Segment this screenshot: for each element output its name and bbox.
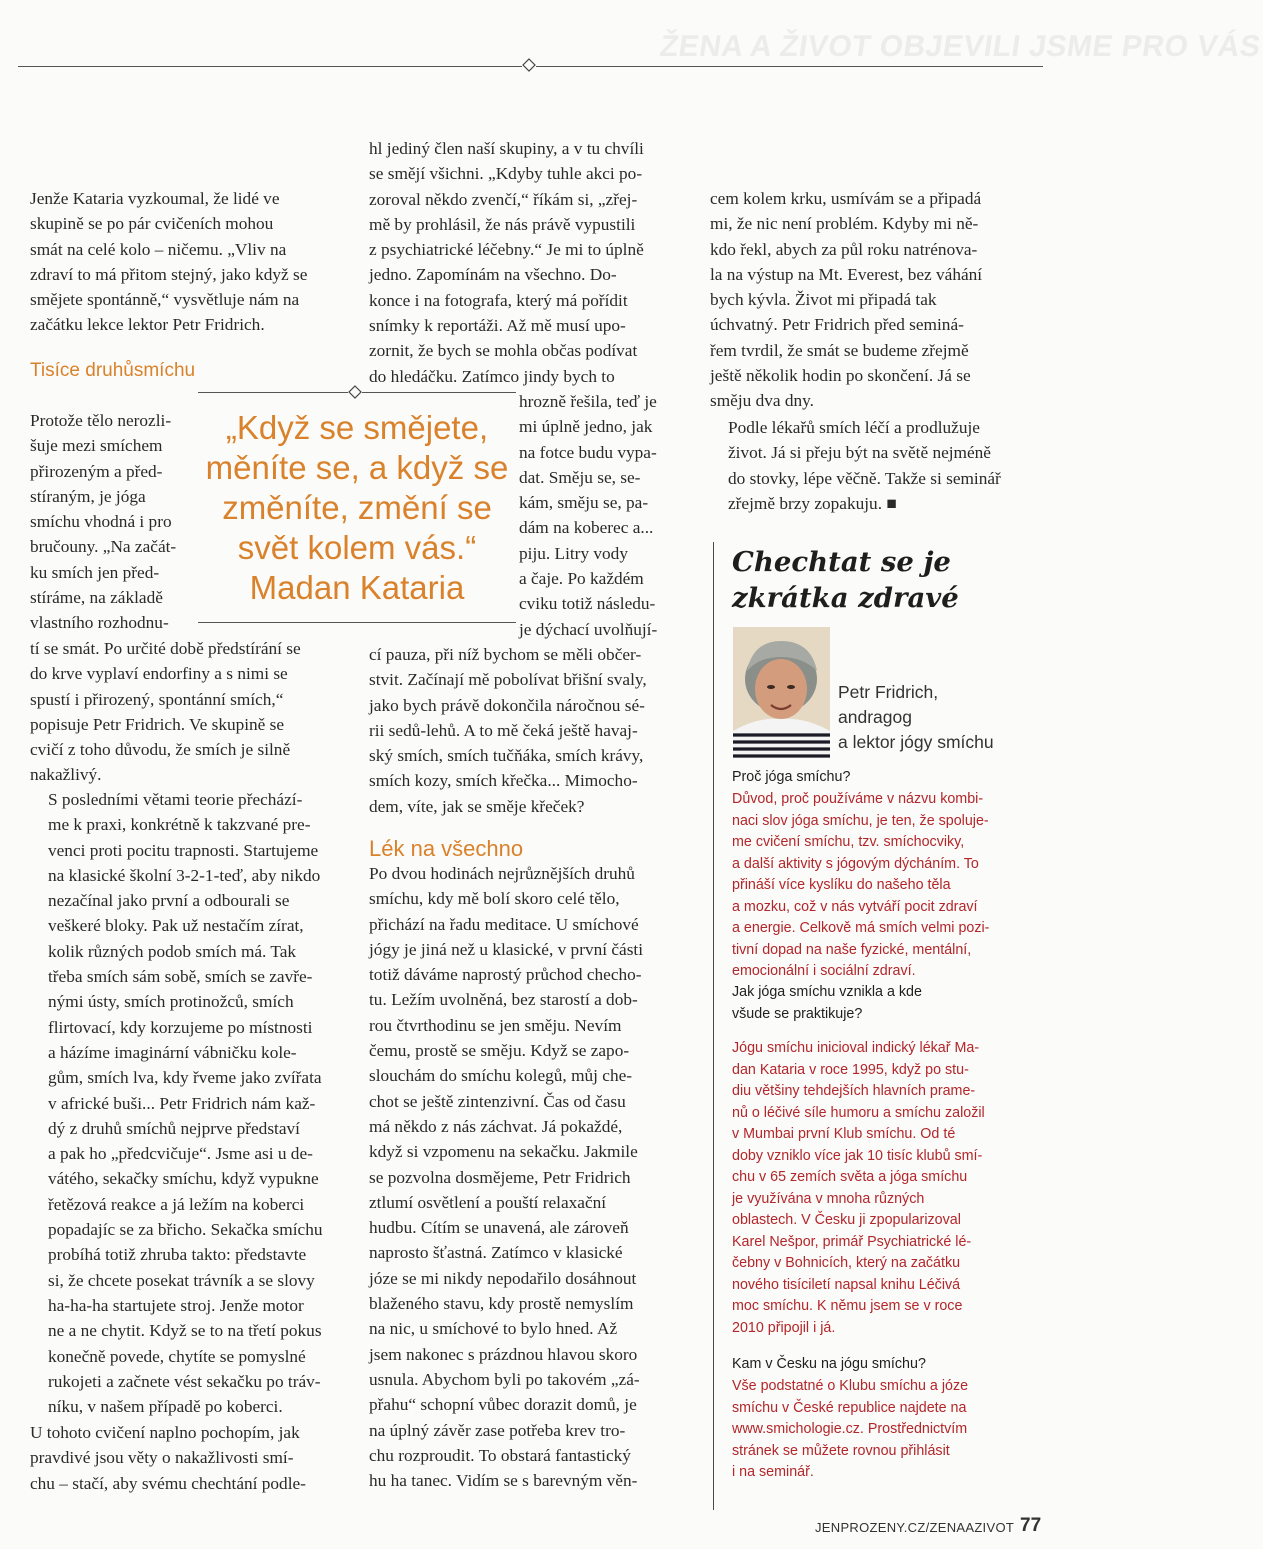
pull-quote-text (198, 408, 516, 608)
text-line: pravdivé jsou věty o nakažlivosti smí- (30, 1448, 294, 1468)
col2-wide-text (369, 642, 689, 819)
text-line: přináší více kyslíku do našeho těla (732, 877, 951, 893)
text-line: rii sedů-lehů. A to mě čeká ještě havaj- (369, 720, 638, 740)
text-line: Karel Nešpor, primář Psychiatrické lé- (732, 1233, 972, 1250)
text-line: na klasické školní 3-2-1-teď, aby nikdo (48, 865, 321, 885)
text-line: diu většiny tehdejších hlavních prame- (732, 1083, 976, 1099)
text-line: mi, že nic není problém. Kdyby mi ně- (710, 214, 979, 234)
text-line: čemu, prostě se směju. Když se zapo- (369, 1041, 630, 1061)
sidebar-question-3: Kam v Česku na jógu smíchu? (732, 1356, 926, 1372)
text-line: hudbu. Cítím se unavená, ale zároveň (369, 1218, 629, 1238)
text-line: nakažlivý. (30, 765, 102, 785)
footer-url: JENPROZENY.CZ/ZENAAZIVOT (815, 1520, 1015, 1535)
text-line: Madan Kataria (249, 569, 465, 606)
text-line: rou čtvrthodinu se jen směju. Nevím (369, 1015, 622, 1035)
pull-quote-bottom-rule (198, 622, 516, 623)
text-line: ku smích jen před- (30, 562, 160, 582)
col3-paragraph-2 (710, 415, 1040, 516)
text-line: smích kozy, smích křečka... Mimocho- (369, 771, 638, 791)
text-line: flirtovací, kdy korzujeme po místnosti (48, 1017, 313, 1037)
text-line: kám, směju se, pa- (519, 493, 649, 513)
text-line: gům, smích lva, kdy řveme jako zvířata (48, 1068, 322, 1088)
text-line: zornit, že bych se mohla občas podívat (369, 341, 638, 361)
text-line: rukojeti a začnete vést sekačku po tráv- (48, 1371, 321, 1391)
text-line: www.smichologie.cz. Prostřednictvím (732, 1421, 968, 1437)
text-line: me cvičení smíchu, tzv. smíchocviky, (732, 834, 965, 850)
text-line: veškeré bloky. Pak už nestačím zírat, (48, 916, 304, 936)
text-line: konce i na fotografa, který má pořídit (369, 290, 628, 310)
text-line: níku, v našem případě po koberci. (48, 1397, 283, 1417)
text-line: vlastního rozhodnu- (30, 613, 169, 633)
col3-paragraph-1 (710, 186, 1040, 414)
text-line: stránek se můžete rovnou přihlásit (732, 1442, 950, 1459)
text-line: bych kývla. Život mi připadá tak (710, 290, 937, 310)
section-header: ŽENA A ŽIVOT OBJEVILI JSME PRO VÁS (657, 30, 1263, 63)
text-line: a další aktivity s jógovým dýcháním. To (732, 855, 979, 872)
text-line: zřejmě brzy zopakuju. ■ (728, 493, 897, 513)
text-line: kdo řekl, abych za půl roku natrénova- (710, 239, 978, 259)
text-line: chu rozproudit. To obstará fantastický (369, 1445, 631, 1465)
text-line: i na seminář. (732, 1464, 814, 1480)
text-line: stíráme, na základě (30, 588, 163, 608)
text-line: do hledáčku. Zatímco jindy bych to (369, 366, 615, 386)
subhead-lek-na-vsechno: Lék na všechno (369, 836, 524, 861)
text-line: popadajíc se za břicho. Sekačka smíchu (48, 1220, 323, 1240)
text-line: Protože tělo nerozli- (30, 411, 172, 430)
text-line: zkrátka zdravé (732, 582, 959, 614)
text-line: a energie. Celkově má smích velmi pozi- (732, 920, 990, 936)
portrait-photo (733, 627, 830, 757)
col1-intro (30, 186, 345, 338)
text-line: S posledními větami teorie přechází- (48, 790, 303, 809)
text-line: zoroval někdo zvenčí,“ říkám si, „zřej- (369, 189, 638, 209)
text-line: stíraným, je jóga (30, 486, 146, 506)
text-line: totiž dáváme naprostý průchod checho- (369, 965, 642, 985)
text-line: dám na koberec a... (519, 518, 654, 538)
text-line: Jenže Kataria vyzkoumal, že lidé ve (30, 189, 280, 208)
text-line: chu v 65 zemích světa a jóga smíchu (732, 1169, 968, 1185)
pull-quote-ornament-icon (348, 385, 362, 399)
text-line: nového tisíciletí napsal knihu Léčivá (732, 1276, 961, 1293)
text-line: do krve vyplaví endorfiny a s nimi se (30, 664, 288, 684)
text-line: a mozku, což v nás vytváří pocit zdraví (732, 898, 978, 915)
text-line: měníte se, a když se (205, 449, 509, 486)
text-line: nými ústy, smích protinožců, smích (48, 992, 294, 1012)
text-line: bručouny. „Na začát- (30, 537, 177, 557)
col1-paragraph-3 (30, 1420, 345, 1496)
text-line: přirozeným a před- (30, 461, 163, 481)
text-line: a lektor jógy smíchu (838, 732, 994, 752)
text-line: Podle lékařů smích léčí a prodlužuje (728, 418, 980, 437)
text-line: a házíme imaginární vábničku kole- (48, 1042, 297, 1062)
text-line: stvit. Začínají mě pobolívat břišní svaly, (369, 670, 647, 690)
text-line: andragog (838, 707, 912, 727)
text-line: z psychiatrické léčebny.“ Je mi to úplně (369, 240, 644, 260)
text-line: řetězová reakce a já ležím na koberci (48, 1194, 305, 1214)
text-line: a čaje. Po každém (519, 569, 644, 589)
text-line: jedno. Zapomínám na všechno. Do- (369, 265, 617, 285)
text-line: skupině se po pár cvičeních mohou (30, 214, 274, 234)
col1-paragraph-2 (30, 787, 345, 1419)
text-line: probíhá totiž zhruba takto: představte (48, 1245, 307, 1265)
text-line: moc smíchu. K němu jsem se v roce (732, 1298, 963, 1314)
text-line: smíchu, kdy mě bolí skoro celé tělo, (369, 889, 620, 909)
text-line: Jak jóga smíchu vznikla a kde (732, 984, 922, 1000)
text-line: blaženého stavu, kdy prostě nemyslím (369, 1294, 634, 1314)
text-line: Petr Fridrich, (838, 682, 939, 702)
text-line: ha-ha-ha startujete stroj. Jenže motor (48, 1295, 304, 1315)
text-line: všude se praktikuje? (732, 1005, 863, 1022)
rule-ornament-icon (522, 58, 536, 72)
text-line: naprosto šťastná. Zatímco v klasické (369, 1243, 623, 1263)
text-line: a pak ho „předcvičuje“. Jsme asi u de- (48, 1144, 313, 1164)
text-line: život. Já si přeju být na světě nejméně (728, 443, 991, 463)
text-line: tí se smát. Po určité době předstírání se (30, 639, 301, 658)
text-line: dat. Směju se, se- (519, 467, 641, 487)
sidebar-question-1: Proč jóga smíchu? (732, 769, 851, 785)
text-line: svět kolem vás.“ (237, 529, 477, 566)
text-line: smíchu vhodná i pro (30, 512, 172, 532)
text-line: kolik různých podob smích má. Tak (48, 941, 297, 961)
text-line: v Mumbai první Klub smíchu. Od té (732, 1126, 956, 1142)
sidebar-title (732, 544, 1032, 616)
sidebar-answer-2 (732, 1038, 985, 1339)
text-line: jsem nakonec s prázdnou hlavou skoro (369, 1344, 638, 1364)
text-line: me k praxi, konkrétně k takzvané pre- (48, 815, 311, 835)
text-line: třeba smích sám sobě, smích se zavře- (48, 967, 313, 987)
text-line: chot se ještě zintenzivní. Čas od času (369, 1091, 626, 1111)
text-line: snímky k reportáži. Až mě musí upo- (369, 316, 626, 336)
text-line: 2010 připojil i já. (732, 1319, 836, 1336)
text-line: popisuje Petr Fridrich. Ve skupině se (30, 714, 285, 734)
text-line: jako bych právě dokončila náročnou sé- (369, 695, 645, 715)
text-line: jógy je jiná než u klasické, v první části (369, 939, 644, 959)
text-line: smějete spontánně,“ vysvětluje nám na (30, 290, 300, 310)
text-line: smát na celé kolo – ničemu. „Vliv na (30, 239, 287, 259)
text-line: tivní dopad na naše fyzické, mentální, (732, 941, 972, 958)
text-line: Tisíce druhů (30, 360, 134, 381)
text-line: zdraví to má přitom stejný, jako když se (30, 264, 308, 284)
text-line: dem, víte, jak se směje křeček? (369, 796, 585, 816)
col2-top-text (369, 136, 689, 389)
text-line: oblastech. V Česku ji zpopularizoval (732, 1212, 961, 1228)
text-line: U tohoto cvičení naplno pochopím, jak (30, 1423, 300, 1442)
sidebar-person-byline (838, 680, 1038, 755)
text-line: „Když se smějete, (225, 409, 489, 446)
text-line: na nic, u smíchové to bylo hned. Až (369, 1319, 618, 1339)
text-line: změníte, změní se (222, 489, 492, 526)
text-line: je využívána v mnoha různých (732, 1190, 925, 1207)
text-line: je dýchací uvolňují- (519, 619, 658, 639)
page-number: 77 (1020, 1515, 1042, 1536)
text-line: piju. Litry vody (519, 543, 628, 563)
text-line: nů o léčivé síle humoru a smíchu založil (732, 1104, 985, 1121)
text-line: smíchu v České republice najdete na (732, 1399, 967, 1416)
text-line: na fotce budu vypa- (519, 442, 657, 462)
text-line: venci proti pocitu trapnosti. Startujeme (48, 840, 319, 860)
text-line: když si vzpomenu na sekačku. Jakmile (369, 1142, 638, 1162)
text-line: Vše podstatné o Klubu smíchu a józe (732, 1378, 969, 1394)
text-line: cviku totiž následu- (519, 594, 656, 614)
text-line: směju dva dny. (710, 391, 814, 411)
text-line: chu – stačí, aby svému chechtání podle- (30, 1473, 306, 1493)
sidebar-answer-1 (732, 789, 989, 983)
text-line: tu. Ležím uvolněná, bez starostí a dob- (369, 990, 638, 1010)
text-line: na úplný závěr zase potřeba krev tro- (369, 1420, 626, 1440)
text-line: přahu“ schopní vůbec dorazit domů, je (369, 1395, 637, 1415)
text-line: úchvatný. Petr Fridrich před seminá- (710, 315, 964, 335)
text-line: ztlumí osvětlení a pouští relaxační (369, 1192, 607, 1212)
col1-narrow-text (30, 408, 200, 636)
text-line: cvičí z toho důvodu, že smích je silně (30, 740, 291, 760)
text-line: přichází na řadu meditace. U smíchové (369, 914, 639, 934)
text-line: doby vzniklo více jak 10 tisíc klubů smí- (732, 1147, 983, 1164)
text-line: mě by prohlásil, že nás právě vypustili (369, 214, 636, 234)
text-line: usnula. Abychom byli po takovém „zá- (369, 1369, 640, 1389)
text-line: spustí i přirozený, spontánní smích,“ (30, 689, 284, 709)
text-line: má někdo z nás záchvat. Já pokaždé, (369, 1116, 623, 1136)
text-line: la na výstup na Mt. Everest, bez váhání (710, 264, 983, 284)
text-line: se pozvolna dosmějeme, Petr Fridrich (369, 1167, 631, 1187)
text-line: emocionální i sociální zdraví. (732, 963, 916, 979)
text-line: ještě několik hodin po skončení. Já se (710, 366, 971, 386)
text-line: slouchám do smíchu kolegů, můj che- (369, 1066, 633, 1086)
col2-narrow-text (519, 389, 689, 642)
text-line: v africké buši... Petr Fridrich nám kaž- (48, 1093, 316, 1113)
text-line: ne a ne chytit. Když se to na třetí pokus (48, 1321, 322, 1341)
text-line: dý z druhů smíchů nejprve představí (48, 1118, 300, 1138)
text-line: šuje mezi smíchem (30, 436, 163, 456)
col2-paragraph (369, 861, 689, 1493)
text-line: cem kolem krku, usmívám se a připadá (710, 189, 982, 208)
text-line: Chechtat se je (732, 546, 951, 578)
text-line: ský smích, smích tučňáka, smích krávy, (369, 746, 644, 766)
text-line: začátku lekce lektor Petr Fridrich. (30, 315, 265, 335)
text-line: smíchu (133, 360, 196, 381)
text-line: hl jediný člen naší skupiny, a v tu chvíli (369, 139, 644, 158)
text-line: mi úplně jedno, jak (519, 417, 653, 437)
text-line: Po dvou hodinách nejrůznějších druhů (369, 864, 635, 883)
sidebar-rule (713, 542, 714, 1510)
sidebar-answer-3 (732, 1376, 968, 1484)
sidebar-question-2 (732, 982, 922, 1025)
text-line: řem tvrdil, že smát se budeme zřejmě (710, 340, 969, 360)
text-line: naci slov jóga smíchu, je ten, že spoluje- (732, 812, 989, 829)
text-line: nezačínal jako první a odbourali se (48, 891, 290, 911)
text-line: józe se mi nikdy nepodařilo dosáhnout (369, 1268, 637, 1288)
text-line: cí pauza, při níž bychom se měli občer- (369, 645, 642, 664)
text-line: si, že chcete posekat trávník a se slovy (48, 1270, 315, 1290)
text-line: hu ha tanec. Vidím se s barevným věn- (369, 1471, 638, 1491)
text-line: se smějí všichni. „Kdyby tuhle akci po- (369, 164, 643, 184)
subhead-tisice-druhu (30, 360, 195, 382)
text-line: Důvod, proč používáme v názvu kombi- (732, 791, 984, 807)
text-line: hrozně řešila, teď je (519, 392, 657, 411)
text-line: čebny v Bohnicích, který na začátku (732, 1255, 961, 1271)
text-line: dan Kataria v roce 1995, když po stu- (732, 1061, 969, 1078)
text-line: do stovky, lépe věčně. Takže si seminář (728, 468, 1001, 488)
text-line: konečně povede, chytíte se pomyslné (48, 1346, 306, 1366)
text-line: vátého, sekačky smíchu, když vypukne (48, 1169, 319, 1189)
text-line: Jógu smíchu inicioval indický lékař Ma- (732, 1040, 980, 1056)
col1-wide-text (30, 636, 345, 788)
